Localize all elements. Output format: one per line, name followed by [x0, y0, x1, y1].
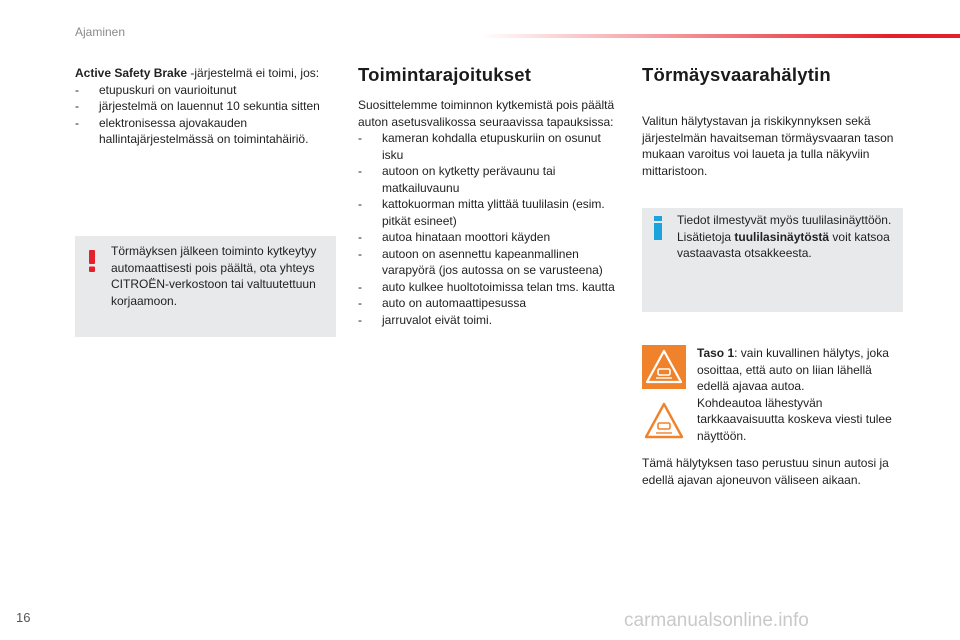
left-column [75, 65, 337, 148]
list-item: - kameran kohdalla etupuskuriin on osunut isku [358, 131, 601, 162]
collision-alert-outline-icon [642, 399, 686, 443]
warning-text: Törmäyksen jälkeen toiminto kytkeytyy automaattisesti pois päältä, ota yhteys CITROËN-verkostoon tai valtuutettuun korjaamoon. [111, 244, 317, 308]
heading-limitations: Toimintarajoitukset [358, 64, 532, 85]
watermark: carmanualsonline.info [624, 610, 809, 631]
list-item: - autoon on kytketty perävaunu tai matkailuvaunu [358, 164, 556, 195]
level-1-approach-text: Kohdeautoa lähestyvän tarkkaavaisuutta koskeva viesti tulee näyttöön. [697, 395, 892, 443]
info-box [642, 208, 903, 312]
warning-box [75, 236, 336, 337]
info-line-1: Tiedot ilmestyvät myös tuulilasinäyttöön. [677, 213, 892, 227]
list-item-text: auto kulkee huoltotoimissa telan tms. kautta [382, 279, 615, 294]
level-footer-text: Tämä hälytyksen taso perustuu sinun autosi ja edellä ajavan ajoneuvon väliseen aikaan. [642, 456, 889, 487]
exclamation-icon [87, 250, 97, 272]
intro-text: -järjestelmä ei toimi, jos: [187, 66, 320, 80]
info-line-2: Lisätietoja tuulilasinäytöstä voit katsoa vastaavasta otsakkeesta. [677, 229, 890, 260]
list-item-text: jarruvalot eivät toimi. [382, 312, 493, 327]
list-item-text: etupuskuri on vaurioitunut [99, 82, 237, 97]
list-item-text: autoon on asennettu kapeanmallinen varapyörä (jos autossa on se varusteena) [382, 246, 603, 277]
collision-alert-filled-icon [642, 345, 686, 389]
info-text [677, 212, 895, 262]
hud-link-text: tuulilasinäytöstä [734, 229, 830, 244]
limitations-intro: Suosittelemme toiminnon kytkemistä pois päältä auton asetusvalikossa seuraavissa tapauksissa: [358, 98, 615, 129]
list-item-text: autoa hinataan moottori käyden [382, 230, 551, 244]
list-item: - autoa hinataan moottori käyden [358, 230, 551, 244]
list-item: - autoon on asennettu kapeanmallinen varapyörä (jos autossa on se varusteena) [358, 246, 603, 277]
list-item: - jarruvalot eivät toimi. [358, 312, 493, 327]
info-icon [652, 216, 664, 240]
page-number: 16 [16, 610, 31, 625]
level-1-description: Taso 1: vain kuvallinen hälytys, joka osoittaa, että auto on liian lähellä edellä ajavaa autoa. Kohdeautoa lähestyvän tarkkaavaisuutta koskeva viesti tulee näyttöön. [697, 345, 907, 444]
list-item-text: järjestelmä on lauennut 10 sekuntia sitten [99, 99, 320, 113]
intro-bold: Active Safety Brake [75, 66, 188, 80]
intro-paragraph [75, 65, 337, 82]
list-item-text: elektronisessa ajovakauden hallintajärjestelmässä on toimintahäiriö. [99, 115, 309, 146]
heading-collision-alert: Törmäysvaarahälytin [642, 64, 831, 85]
list-item: - etupuskuri on vaurioitunut [75, 82, 237, 97]
list-item: - auto kulkee huoltotoimissa telan tms. kautta [358, 279, 615, 294]
list-item: - elektronisessa ajovakauden hallintajärjestelmässä on toimintahäiriö. [75, 115, 309, 146]
header-accent-rule [480, 34, 960, 38]
section-title: Ajaminen [75, 25, 126, 39]
list-item-text: auto on automaattipesussa [382, 296, 527, 310]
level-1-label: Taso 1 [697, 346, 735, 360]
list-item: - auto on automaattipesussa [358, 296, 527, 310]
collision-alert-intro: Valitun hälytystavan ja riskikynnyksen sekä järjestelmän havaitseman törmäysvaaran tason mukaan varoitus voi laueta ja tulla näkyviin mittaristoon. [642, 114, 894, 178]
list-item-text: autoon on kytketty perävaunu tai matkailuvaunu [382, 164, 556, 195]
list-item-text: kattokuorman mitta ylittää tuulilasin (esim. pitkät esineet) [382, 197, 605, 228]
list-item-text: kameran kohdalla etupuskuriin on osunut isku [382, 131, 601, 162]
list-item: - järjestelmä on lauennut 10 sekuntia sitten [75, 99, 320, 113]
list-item: - kattokuorman mitta ylittää tuulilasin (esim. pitkät esineet) [358, 197, 605, 228]
middle-column [358, 97, 616, 328]
